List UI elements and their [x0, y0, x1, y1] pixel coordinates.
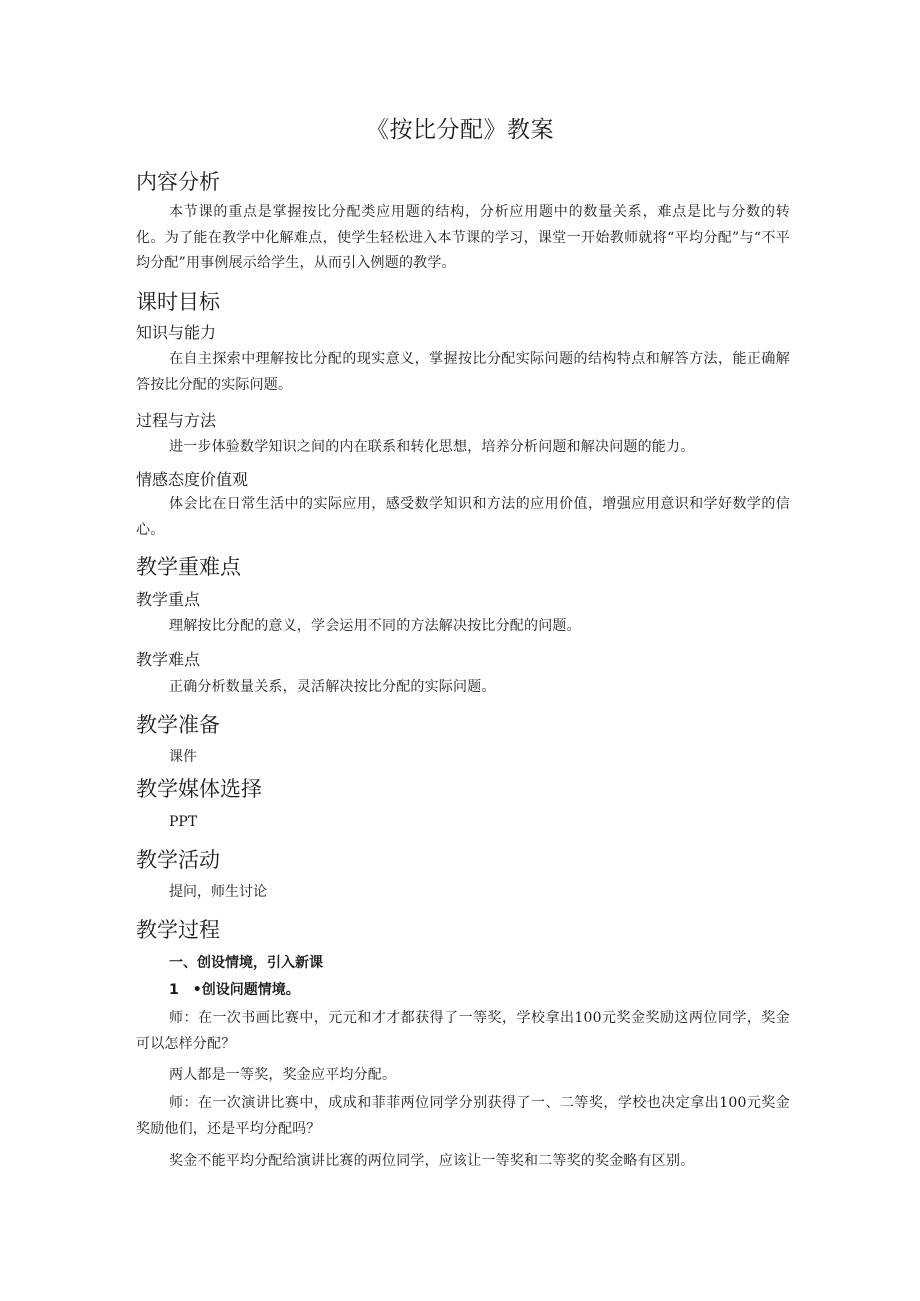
activity-text: 提问，师生讨论 [169, 884, 267, 900]
knowledge-ability-heading: 知识与能力 [136, 323, 217, 342]
process-paragraph-4: 奖金不能平均分配给演讲比赛的两位同学，应该让一等奖和二等奖的奖金略有区别。 [169, 1153, 695, 1169]
preparation-text: 课件 [169, 749, 197, 765]
key-points-heading: 教学重难点 [136, 555, 241, 579]
process-method-heading: 过程与方法 [136, 411, 217, 430]
teaching-difficulty-text: 正确分析数量关系，灵活解决按比分配的实际问题。 [169, 679, 496, 695]
teaching-focus-text: 理解按比分配的意义，学会运用不同的方法解决按比分配的问题。 [169, 618, 581, 634]
attitude-values-heading: 情感态度价值观 [136, 470, 249, 489]
process-paragraph-1: 师：在一次书画比赛中，元元和才才都获得了一等奖，学校拿出100元奖金奖励这两位同学，奖金可以怎样分配？ [136, 1010, 790, 1052]
document-title: 《按比分配》教案 [366, 117, 554, 143]
process-paragraph-3: 师：在一次演讲比赛中，成成和菲菲两位同学分别获得了一、二等奖，学校也决定拿出100元奖金奖励他们，还是平均分配吗？ [136, 1095, 790, 1137]
process-step-heading: 一、创设情境，引入新课 [169, 955, 323, 971]
media-text: PPT [169, 814, 198, 830]
process-method-text: 进一步体验数学知识之间的内在联系和转化思想，培养分析问题和解决问题的能力。 [169, 439, 695, 455]
teaching-focus-heading: 教学重点 [136, 590, 201, 609]
content-analysis-paragraph: 本节课的重点是掌握按比分配类应用题的结构，分析应用题中的数量关系，难点是比与分数的转化。为了能在教学中化解难点，使学生轻松进入本节课的学习，课堂一开始教师就将“平均分配”与“不平均分配”用事例展示给学生，从而引入例题的教学。 [136, 204, 790, 271]
activity-heading: 教学活动 [136, 848, 220, 872]
process-heading: 教学过程 [136, 918, 220, 942]
objectives-heading: 课时目标 [136, 290, 220, 314]
media-heading: 教学媒体选择 [136, 777, 262, 801]
content-analysis-heading: 内容分析 [136, 170, 220, 194]
preparation-heading: 教学准备 [136, 713, 220, 737]
process-sub-heading: 1 •创设问题情境。 [169, 982, 300, 998]
teaching-difficulty-heading: 教学难点 [136, 650, 201, 669]
knowledge-ability-text: 在自主探索中理解按比分配的现实意义，掌握按比分配实际问题的结构特点和解答方法，能正确解答按比分配的实际问题。 [136, 351, 790, 393]
attitude-values-text: 体会比在日常生活中的实际应用，感受数学知识和方法的应用价值，增强应用意识和学好数学的信心。 [136, 496, 790, 538]
process-paragraph-2: 两人都是一等奖，奖金应平均分配。 [169, 1067, 397, 1083]
